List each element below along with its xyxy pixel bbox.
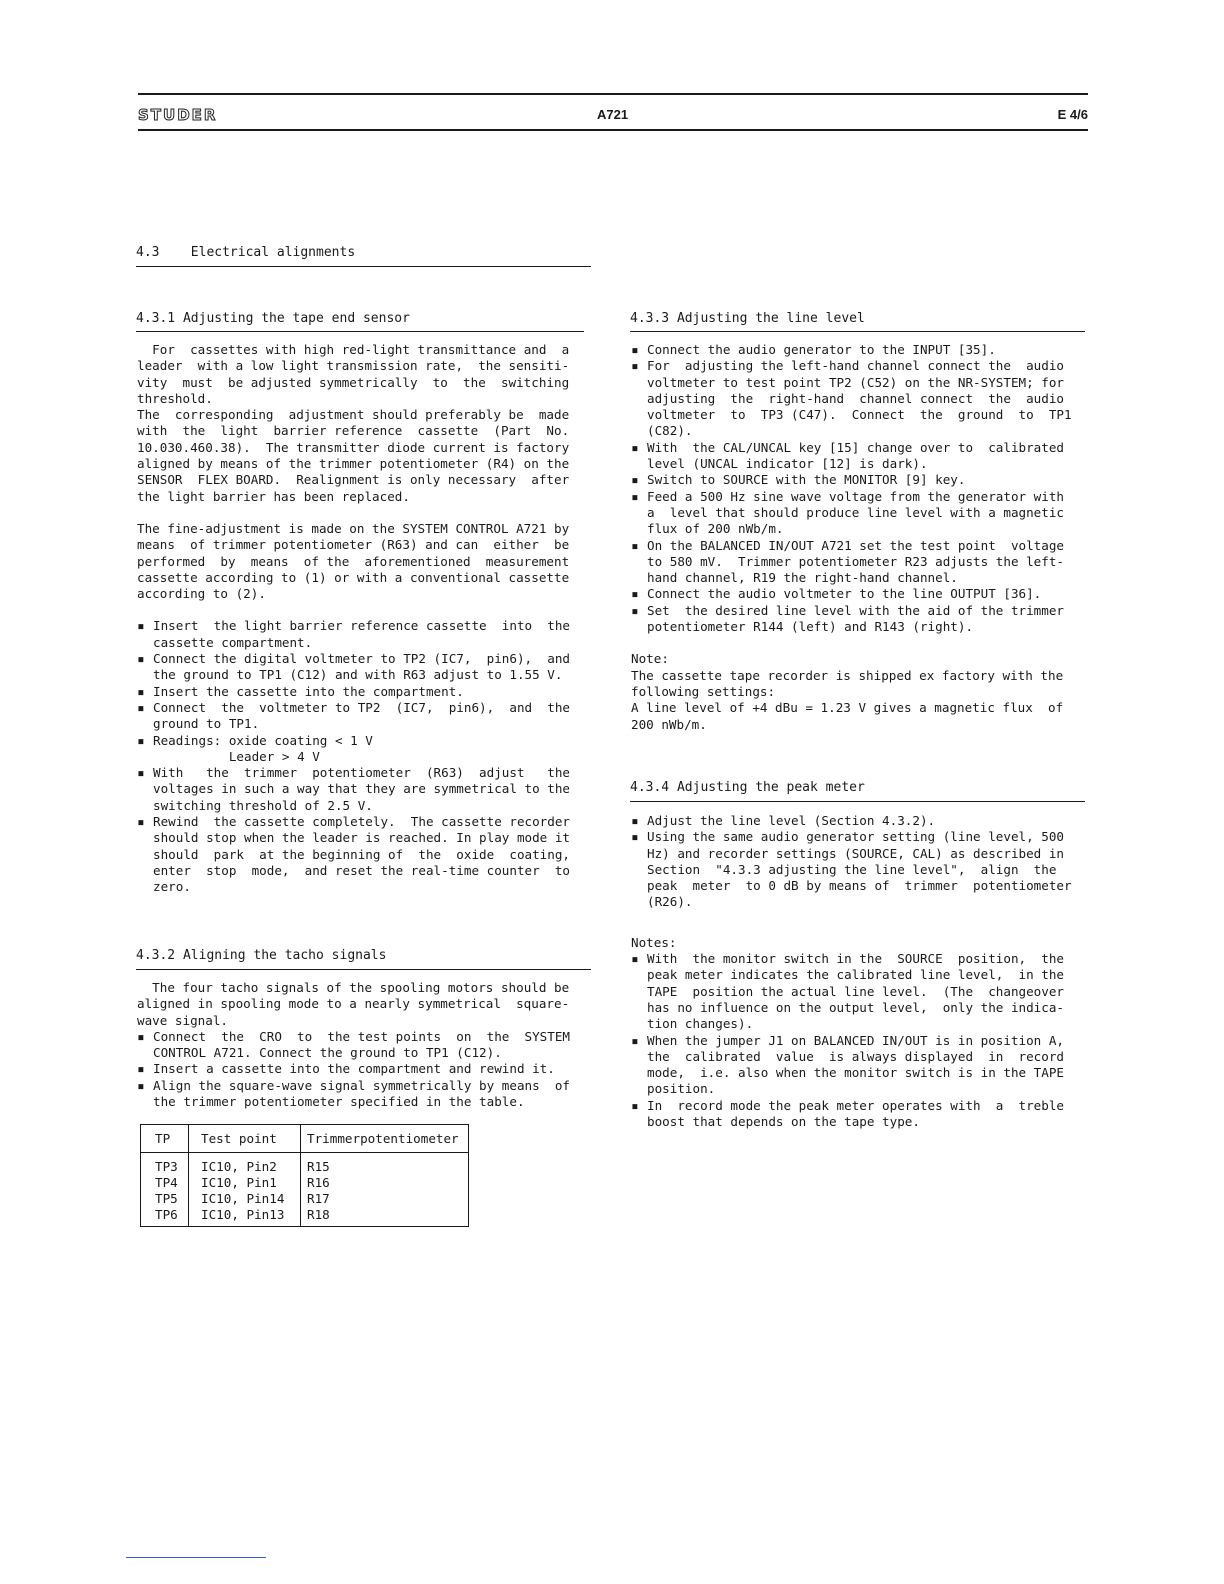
section-divider bbox=[630, 331, 1085, 332]
page-number: E 4/6 bbox=[1057, 107, 1088, 122]
section-4-3-2-title: 4.3.2 Aligning the tacho signals bbox=[136, 948, 387, 963]
section-4-3-title: 4.3 Electrical alignments bbox=[136, 245, 356, 260]
section-4-3-3-title: 4.3.3 Adjusting the line level bbox=[630, 311, 865, 326]
bullet-icon: ▪ bbox=[631, 358, 639, 374]
section-divider bbox=[136, 969, 591, 970]
table-cell: IC10, Pin1 bbox=[189, 1175, 301, 1191]
list-item: ▪ Insert the light barrier reference cassette into the cassette compartment. bbox=[137, 618, 571, 650]
bullet-list bbox=[631, 813, 1089, 911]
section-4-3-4-body bbox=[631, 813, 1089, 1130]
column-header: TP bbox=[141, 1125, 189, 1153]
model-number: A721 bbox=[597, 107, 629, 122]
list-item: ▪ Feed a 500 Hz sine wave voltage from the generator with a level that should produce line level with a magnetic flux of 200 nWb/m. bbox=[631, 488, 1065, 537]
bullet-icon: ▪ bbox=[137, 1077, 145, 1093]
table-cell: R18 bbox=[301, 1207, 469, 1227]
bullet-icon: ▪ bbox=[137, 699, 145, 715]
bullet-icon: ▪ bbox=[631, 537, 639, 553]
studer-logo: STUDER bbox=[138, 106, 218, 124]
bullet-icon: ▪ bbox=[137, 765, 145, 781]
note-label: Note: bbox=[631, 651, 669, 667]
list-item: ▪ Connect the audio voltmeter to the line OUTPUT [36]. bbox=[631, 586, 1042, 602]
section-divider bbox=[136, 331, 584, 332]
bullet-icon: ▪ bbox=[137, 651, 145, 667]
bullet-icon: ▪ bbox=[137, 1061, 145, 1077]
list-item: ▪ Set the desired line level with the aid of the trimmer potentiometer R144 (left) and R143 (right). bbox=[631, 602, 1065, 635]
table-cell: TP3 bbox=[141, 1159, 189, 1175]
section-divider bbox=[630, 801, 1085, 802]
notes-label: Notes: bbox=[631, 934, 677, 950]
bullet-icon: ▪ bbox=[631, 1032, 639, 1048]
bullet-icon: ▪ bbox=[137, 683, 145, 699]
list-item: ▪ Insert the cassette into the compartment. bbox=[137, 683, 464, 699]
table-cell: R16 bbox=[301, 1175, 469, 1191]
section-divider bbox=[136, 266, 591, 267]
bullet-icon: ▪ bbox=[631, 586, 639, 602]
section-4-3-3-body bbox=[631, 342, 1089, 733]
table-cell: IC10, Pin2 bbox=[189, 1159, 301, 1175]
table-row bbox=[141, 1191, 469, 1207]
list-item: ▪ With the trimmer potentiometer (R63) adjust the voltages in such a way that they are symmetrical to the switching threshold of 2.5 V. bbox=[137, 765, 571, 813]
column-header: Test point bbox=[189, 1125, 301, 1153]
header-bottom-rule bbox=[138, 129, 1088, 131]
table-row bbox=[141, 1207, 469, 1227]
bullet-icon: ▪ bbox=[631, 813, 639, 828]
section-4-3-2-body bbox=[137, 980, 597, 1110]
list-item: ▪ Connect the audio generator to the INPUT [35]. bbox=[631, 342, 996, 357]
list-item: ▪ Readings: oxide coating < 1 V Leader > 4 V bbox=[137, 732, 373, 764]
table-cell: IC10, Pin13 bbox=[189, 1207, 301, 1227]
list-item: ▪ Rewind the cassette completely. The cassette recorder should stop when the leader is reached. In play mode it should park at the beginning of the oxide coating, enter stop mode, and reset the real-time counter to zero. bbox=[137, 814, 571, 895]
table-cell: R15 bbox=[301, 1159, 469, 1175]
bullet-icon: ▪ bbox=[631, 602, 639, 618]
list-item: ▪ Connect the CRO to the test points on the SYSTEM CONTROL A721. Connect the ground to TP1 (C12). bbox=[137, 1028, 571, 1061]
list-item: ▪ Insert a cassette into the compartment and rewind it. bbox=[137, 1061, 555, 1077]
bullet-icon: ▪ bbox=[137, 814, 145, 830]
table-cell: TP6 bbox=[141, 1207, 189, 1227]
footnote-separator bbox=[126, 1557, 266, 1558]
bullet-list bbox=[631, 342, 1089, 635]
list-item: ▪ With the monitor switch in the SOURCE position, the peak meter indicates the calibrated line level, in the TAPE position the actual line level. (The changeover has no influence on the output level, only the indica- tion changes). bbox=[631, 951, 1065, 1032]
bullet-icon: ▪ bbox=[631, 951, 639, 967]
bullet-list bbox=[631, 951, 1089, 1130]
bullet-icon: ▪ bbox=[137, 732, 145, 748]
list-item: ▪ In record mode the peak meter operates with a treble boost that depends on the tape type. bbox=[631, 1097, 1065, 1130]
list-item: ▪ With the CAL/UNCAL key [15] change over to calibrated level (UNCAL indicator [12] is dark). bbox=[631, 439, 1065, 472]
table-cell: IC10, Pin14 bbox=[189, 1191, 301, 1207]
section-4-3-1-title: 4.3.1 Adjusting the tape end sensor bbox=[136, 311, 410, 326]
list-item: ▪ On the BALANCED IN/OUT A721 set the test point voltage to 580 mV. Trimmer potentiometer R23 adjusts the left- hand channel, R19 the right-hand channel. bbox=[631, 537, 1065, 586]
table-cell: TP5 bbox=[141, 1191, 189, 1207]
table-cell: TP4 bbox=[141, 1175, 189, 1191]
list-item: ▪ Connect the digital voltmeter to TP2 (IC7, pin6), and the ground to TP1 (C12) and with R63 adjust to 1.55 V. bbox=[137, 651, 571, 683]
table-cell: R17 bbox=[301, 1191, 469, 1207]
list-item: ▪ Using the same audio generator setting (line level, 500 Hz) and recorder settings (SOURCE, CAL) as described in Section "4.3.3 adjusting the line level", align the peak meter to 0 dB by means of trimmer potentiometer (R26). bbox=[631, 829, 1072, 910]
list-item: ▪ For adjusting the left-hand channel connect the audio voltmeter to test point TP2 (C52) on the NR-SYSTEM; for adjusting the right-hand channel connect the audio voltmeter to TP3 (C47). Connect the ground to TP1 (C82). bbox=[631, 358, 1072, 439]
list-item: ▪ Align the square-wave signal symmetrically by means of the trimmer potentiometer specified in the table. bbox=[137, 1077, 571, 1110]
paragraph: The fine-adjustment is made on the SYSTEM CONTROL A721 by means of trimmer potentiometer (R63) and can either be performed by means of the aforementioned measurement cassette according to (1) or with a conventional cassette according to (2). bbox=[137, 520, 570, 602]
note-text: The cassette tape recorder is shipped ex factory with the following settings: A line level of +4 dBu = 1.23 V gives a magnetic flux of 200 nWb/m. bbox=[631, 667, 1064, 732]
column-header: Trimmerpotentiometer bbox=[301, 1125, 469, 1153]
bullet-icon: ▪ bbox=[137, 618, 145, 634]
table-header-row bbox=[141, 1125, 469, 1153]
bullet-icon: ▪ bbox=[631, 829, 639, 845]
header-top-rule bbox=[138, 93, 1088, 95]
bullet-icon: ▪ bbox=[631, 1097, 639, 1113]
bullet-icon: ▪ bbox=[631, 472, 639, 488]
list-item: ▪ Switch to SOURCE with the MONITOR [9] key. bbox=[631, 472, 966, 488]
section-4-3-4-title: 4.3.4 Adjusting the peak meter bbox=[630, 780, 865, 795]
bullet-icon: ▪ bbox=[631, 342, 639, 357]
paragraph: For cassettes with high red-light transmittance and a leader with a low light transmission rate, the sensiti- vity must be adjusted symmetrically to the switching threshold. The corresponding adjustment should preferably be made with the light barrier reference cassette (Part No. 10.030.460.38). The transmitter diode current is factory aligned by means of the trimmer potentiometer (R4) on the SENSOR FLEX BOARD. Realignment is only necessary after the light barrier has been replaced. bbox=[137, 342, 570, 504]
bullet-icon: ▪ bbox=[631, 439, 639, 455]
table-row bbox=[141, 1175, 469, 1191]
table-row bbox=[141, 1159, 469, 1175]
section-4-3-1-body bbox=[137, 342, 597, 896]
bullet-list bbox=[137, 1029, 597, 1110]
list-item: ▪ Adjust the line level (Section 4.3.2). bbox=[631, 813, 936, 828]
list-item: ▪ Connect the voltmeter to TP2 (IC7, pin6), and the ground to TP1. bbox=[137, 699, 571, 732]
bullet-icon: ▪ bbox=[631, 488, 639, 504]
tacho-trimmer-table bbox=[140, 1124, 469, 1227]
bullet-list bbox=[137, 618, 597, 895]
list-item: ▪ When the jumper J1 on BALANCED IN/OUT is in position A, the calibrated value is always displayed in record mode, i.e. also when the monitor switch is in the TAPE position. bbox=[631, 1032, 1065, 1097]
bullet-icon: ▪ bbox=[137, 1028, 145, 1044]
paragraph: The four tacho signals of the spooling motors should be aligned in spooling mode to a nearly symmetrical square- wave signal. bbox=[137, 980, 570, 1028]
